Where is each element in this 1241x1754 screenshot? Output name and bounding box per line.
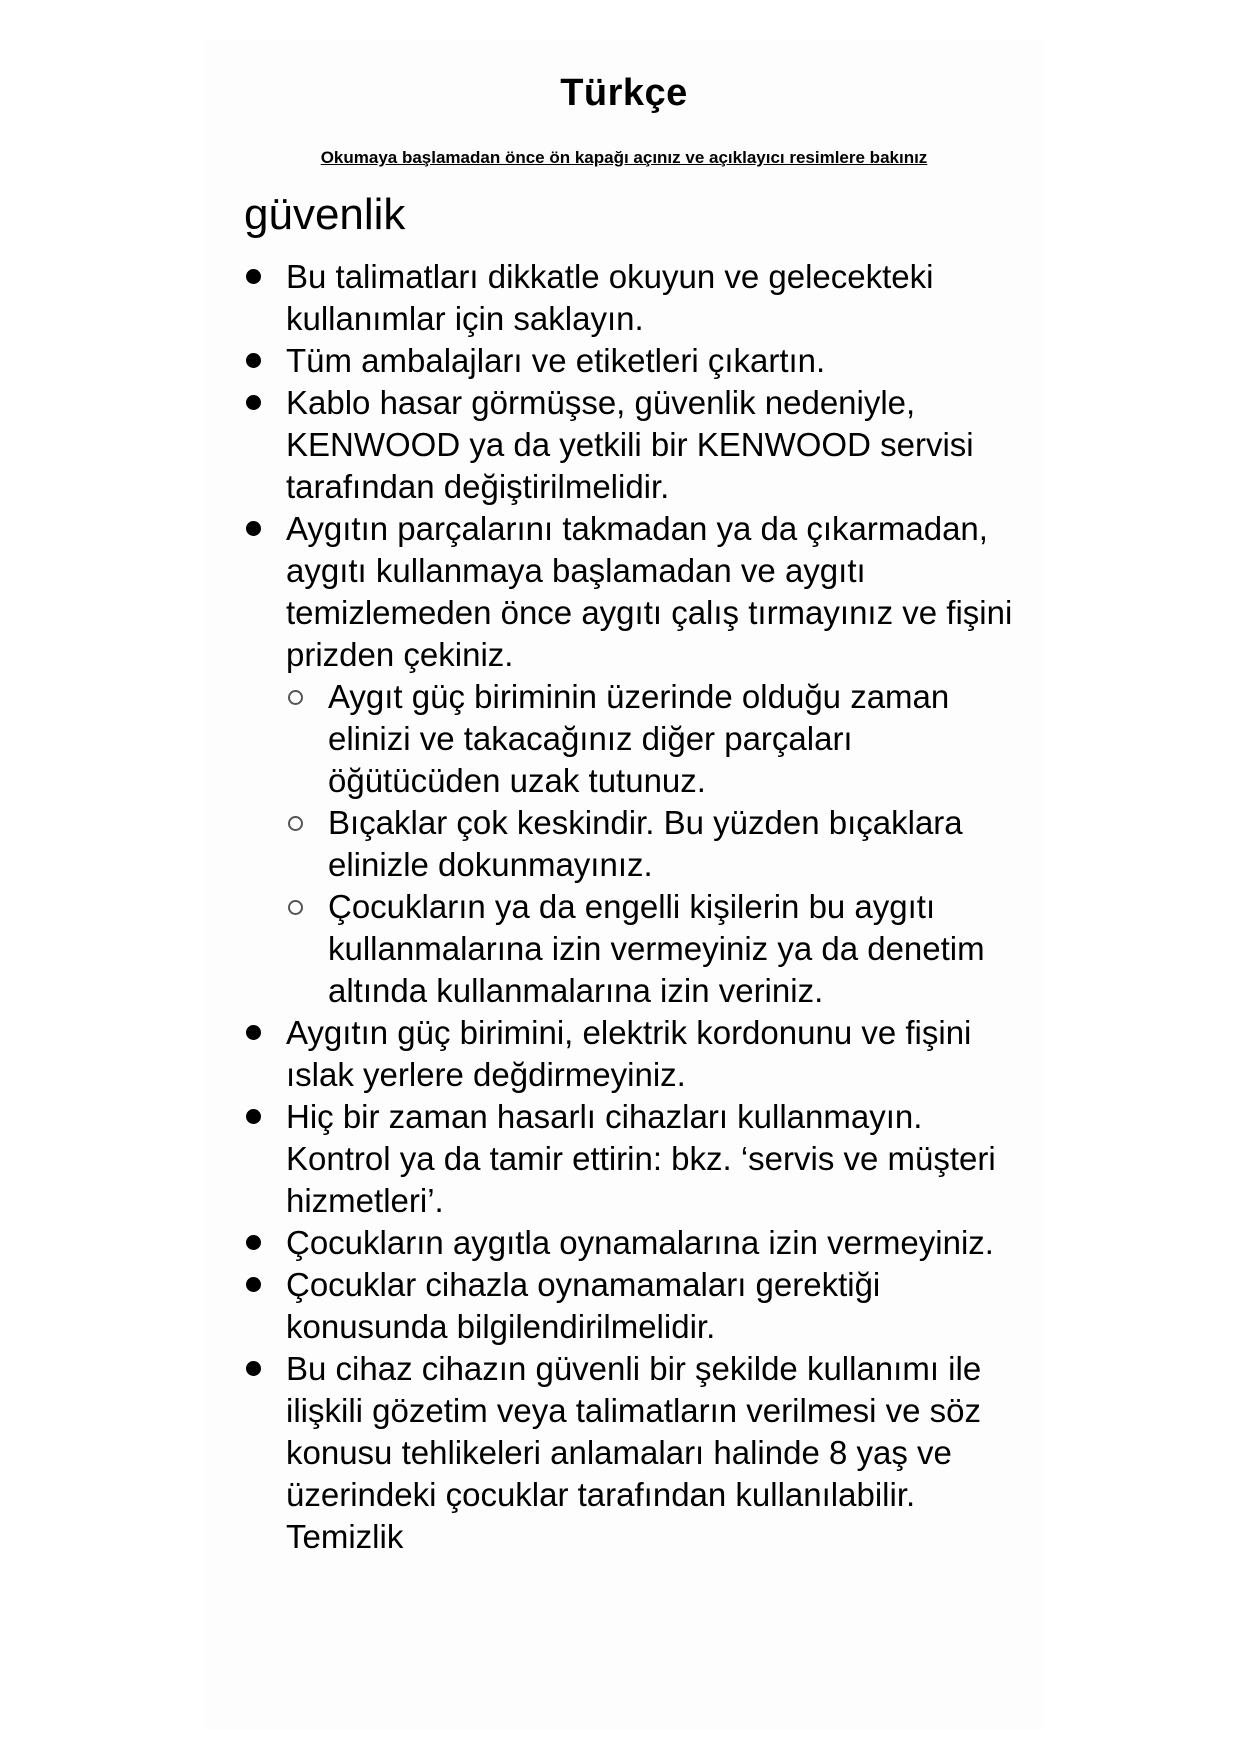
circle-bullet-icon [288,900,303,915]
bullet-icon [246,521,261,536]
sub-list [286,676,1024,1012]
list-item-text: Çocukların aygıtla oynamalarına izin vermeyiniz. [286,1224,994,1261]
list-item-text: Tüm ambalajları ve etiketleri çıkartın. [286,342,826,379]
bullet-icon [246,395,261,410]
list-item-text: Kablo hasar görmüşse, güvenlik nedeniyle, KENWOOD ya da yetkili bir KENWOOD servisi tarafından değiştirilmelidir. [286,384,974,505]
list-item-text: Aygıtın güç birimini, elektrik kordonunu ve fişini ıslak yerlere değdirmeyiniz. [286,1014,972,1093]
page-subtitle: Okumaya başlamadan önce ön kapağı açınız ve açıklayıcı resimlere bakınız [320,148,928,167]
bullet-icon [246,1277,261,1292]
bullet-icon [246,1025,261,1040]
sub-list-item-text: Çocukların ya da engelli kişilerin bu aygıtı kullanmalarına izin vermeyiniz ya da denetim altında kullanmalarına izin veriniz. [328,888,985,1009]
document-page [204,40,1044,1730]
sub-list-item-text: Aygıt güç biriminin üzerinde olduğu zaman elinizi ve takacağınız diğer parçaları öğütücüden uzak tutunuz. [328,678,950,799]
sub-list-item [286,886,1024,1012]
list-item [244,508,1024,1012]
bullet-icon [246,353,261,368]
sub-list-item-text: Bıçaklar çok keskindir. Bu yüzden bıçaklara elinizle dokunmayınız. [328,804,963,883]
list-item [244,1096,1024,1222]
list-item [244,256,1024,340]
sub-list-item [286,676,1024,802]
list-item [244,1222,1024,1264]
circle-bullet-icon [288,690,303,705]
list-item-text: Çocuklar cihazla oynamamaları gerektiği konusunda bilgilendirilmelidir. [286,1266,881,1345]
list-item [244,1348,1024,1558]
bullet-icon [246,269,261,284]
list-item-text: Bu cihaz cihazın güvenli bir şekilde kullanımı ile ilişkili gözetim veya talimatların verilmesi ve söz konusu tehlikeleri anlamaları halinde 8 yaş ve üzerindeki çocuklar tarafından kullanılabilir. Temizlik [286,1350,982,1555]
bullet-icon [246,1109,261,1124]
list-item [244,340,1024,382]
section-heading: güvenlik [244,190,406,239]
sub-list-item [286,802,1024,886]
list-item-text: Bu talimatları dikkatle okuyun ve gelecekteki kullanımlar için saklayın. [286,258,934,337]
list-item [244,382,1024,508]
circle-bullet-icon [288,816,303,831]
safety-list [244,256,1024,1558]
list-item-text: Aygıtın parçalarını takmadan ya da çıkarmadan, aygıtı kullanmaya başlamadan ve aygıtı temizlemeden önce aygıtı çalış tırmayınız ve fişini prizden çekiniz. [286,510,1013,673]
bullet-icon [246,1361,261,1376]
list-item [244,1264,1024,1348]
page-title: Türkçe [560,72,688,114]
bullet-icon [246,1235,261,1250]
list-item-text: Hiç bir zaman hasarlı cihazları kullanmayın. Kontrol ya da tamir ettirin: bkz. ‘servis ve müşteri hizmetleri’. [286,1098,996,1219]
list-item [244,1012,1024,1096]
